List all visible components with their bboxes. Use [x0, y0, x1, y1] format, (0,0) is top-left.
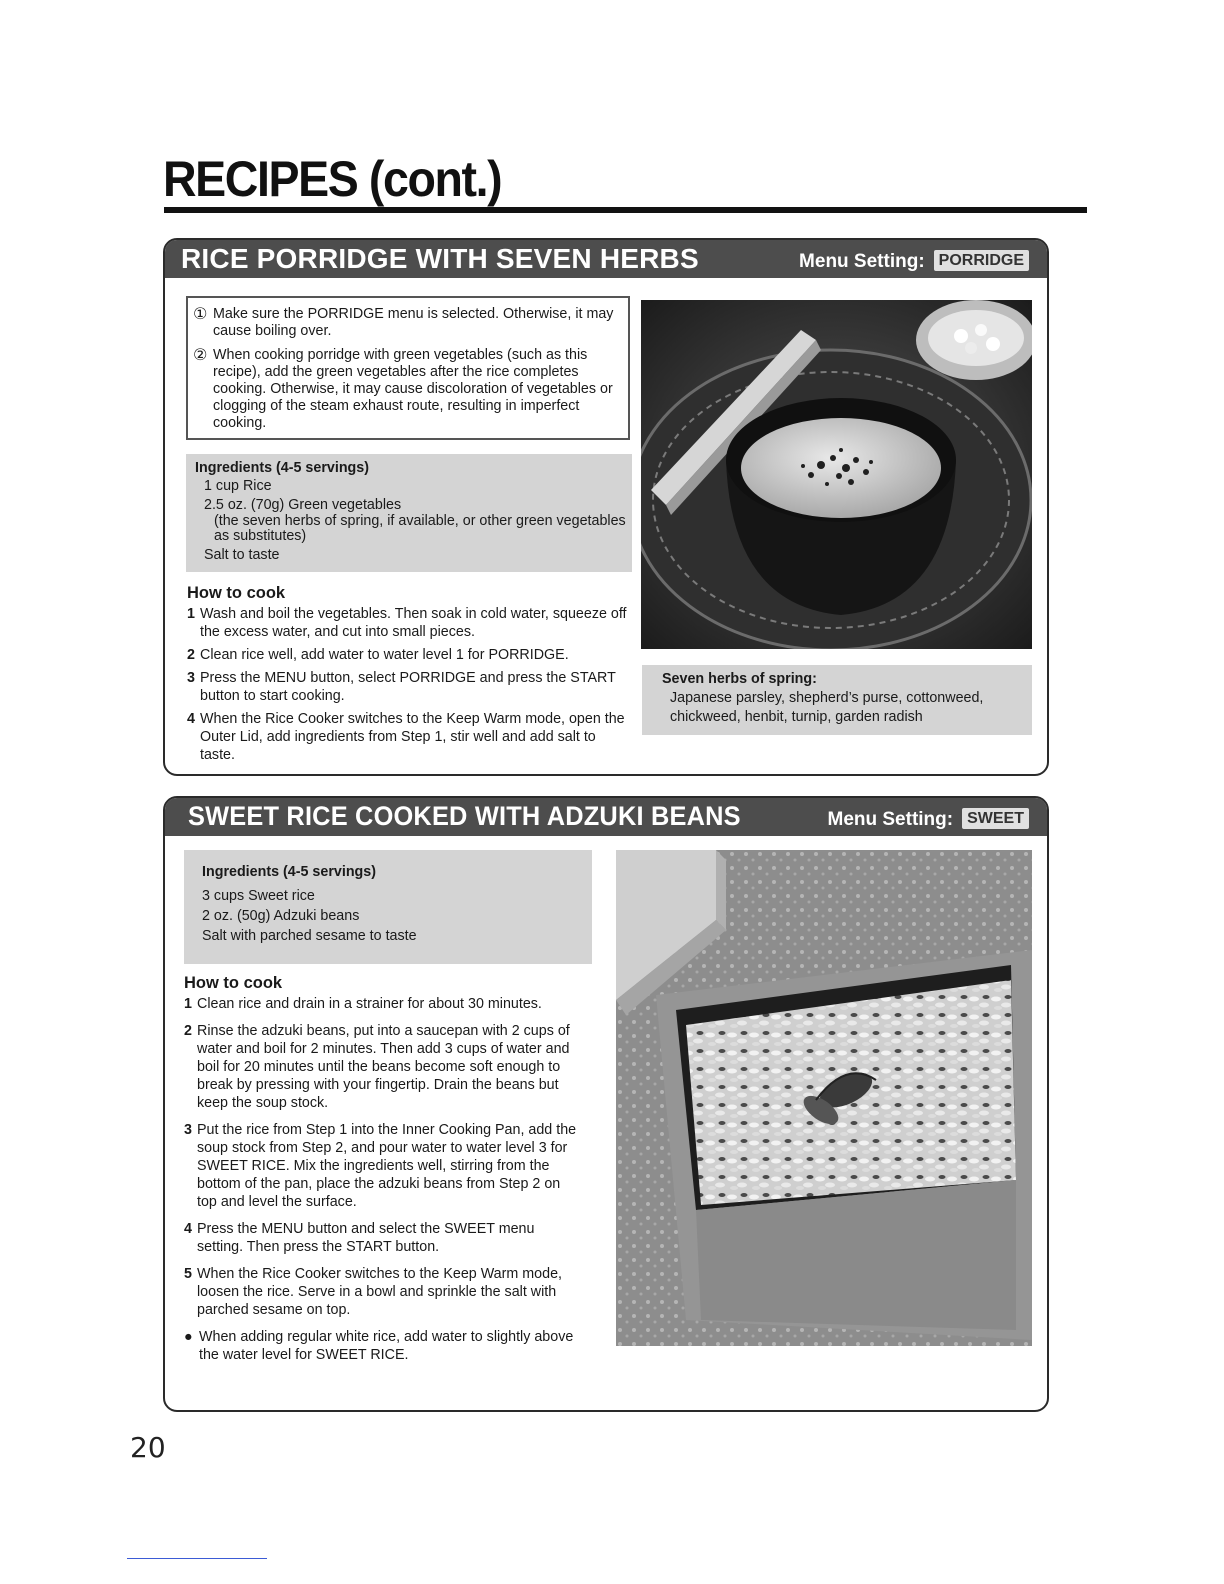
seven-herbs-box [642, 665, 1032, 735]
note-text: Make sure the PORRIDGE menu is selected. Otherwise, it may cause boiling over. [213, 306, 614, 339]
step-number: 3 [187, 670, 195, 686]
step-number: 4 [184, 1221, 192, 1237]
bullet-icon: ● [184, 1329, 193, 1345]
ingredient-item [204, 497, 632, 514]
ingredients-list [195, 478, 632, 564]
step-item [187, 605, 627, 641]
ingredient-item: 3 cups Sweet rice [202, 888, 315, 904]
ingredient-item: 2 oz. (50g) Adzuki beans [202, 908, 360, 924]
note-number: ① [193, 306, 208, 323]
step-text: Wash and boil the vegetables. Then soak in cold water, squeeze off the excess water, and cut into small pieces. [200, 606, 627, 640]
step-number: 4 [187, 711, 195, 727]
how-to-cook-title: How to cook [187, 584, 286, 602]
how-to-cook-title: How to cook [184, 974, 283, 992]
page-title: RECIPES (cont.) [163, 151, 502, 207]
seven-herbs-title: Seven herbs of spring: [662, 671, 817, 687]
step-text: Put the rice from Step 1 into the Inner Cooking Pan, add the soup stock from Step 2, and pour water to water level 3 for SWEET RICE. Mix the ingredients well, stirring from the bottom of the pan, place the adzuki beans from Step 2 on top and level the surface. [197, 1122, 577, 1210]
recipe-sweet-rice [163, 796, 1049, 1412]
step-number: 2 [187, 647, 195, 663]
step-item [184, 995, 582, 1013]
step-number: 1 [184, 996, 192, 1012]
note-text: When cooking porridge with green vegetables (such as this recipe), add the green vegetables after the rice completes cooking. Otherwise, it may cause discoloration of vegetables or clogging of the steam exhaust route, resulting in imperfect cooking. [213, 347, 613, 431]
step-text: Press the MENU button, select PORRIDGE and press the START button to start cooking. [200, 670, 616, 704]
porridge-photo [641, 300, 1032, 649]
ingredient-item: Salt to taste [204, 547, 280, 563]
sweet-rice-photo [616, 850, 1032, 1346]
step-item [184, 1265, 582, 1319]
sweet-rice-photo-illustration [616, 850, 1032, 1346]
porridge-photo-illustration [641, 300, 1032, 649]
menu-setting-label: Menu Setting: [799, 251, 925, 272]
ingredients-box [186, 454, 632, 572]
menu-setting [799, 248, 1029, 273]
recipe-header [165, 798, 1047, 836]
menu-setting-label: Menu Setting: [827, 809, 954, 830]
ingredient-item: Salt with parched sesame to taste [202, 928, 417, 944]
note-number: ② [193, 347, 208, 364]
menu-setting [828, 806, 1030, 831]
caution-notes [186, 296, 630, 440]
recipe-porridge [163, 238, 1049, 776]
seven-herbs-text: Japanese parsley, shepherd’s purse, cottonweed, chickweed, henbit, turnip, garden radish [670, 690, 984, 725]
step-text: When the Rice Cooker switches to the Keep Warm mode, open the Outer Lid, add ingredients from Step 1, stir well and add salt to taste. [200, 711, 625, 763]
step-item [184, 1121, 582, 1211]
step-item [187, 646, 627, 664]
how-to-cook [187, 584, 627, 769]
step-item [187, 710, 627, 764]
step-number: 2 [184, 1023, 192, 1039]
step-text: Press the MENU button and select the SWEET menu setting. Then press the START button. [197, 1221, 535, 1255]
step-number: 1 [187, 606, 195, 622]
note-text: When adding regular white rice, add water to slightly above the water level for SWEET RICE. [199, 1329, 574, 1363]
ingredients-title: Ingredients (4-5 servings) [195, 460, 369, 476]
recipe-title: RICE PORRIDGE WITH SEVEN HERBS [181, 243, 699, 274]
how-to-cook [184, 974, 582, 1373]
step-text: Clean rice and drain in a strainer for about 30 minutes. [197, 996, 542, 1012]
step-item [184, 1022, 582, 1112]
footer-line [127, 1558, 267, 1559]
step-text: Rinse the adzuki beans, put into a saucepan with 2 cups of water and boil for 2 minutes. Then add 3 cups of water and boil for 20 minutes until the beans become soft enough to break by pressing with your fingertip. Drain the beans but keep the soup stock. [197, 1023, 570, 1111]
menu-setting-badge: PORRIDGE [934, 250, 1029, 271]
note-item [193, 347, 618, 432]
ingredient-item: 1 cup Rice [204, 478, 272, 494]
recipe-title: SWEET RICE COOKED WITH ADZUKI BEANS [188, 801, 741, 831]
note-item [193, 306, 618, 340]
ingredients-box [184, 850, 592, 964]
step-number: 5 [184, 1266, 192, 1282]
step-number: 3 [184, 1122, 192, 1138]
ingredients-list [202, 888, 592, 945]
note-item [184, 1328, 582, 1364]
title-rule [164, 207, 1087, 213]
step-text: When the Rice Cooker switches to the Keep Warm mode, loosen the rice. Serve in a bowl and sprinkle the salt with parched sesame on top. [197, 1266, 562, 1318]
step-text: Clean rice well, add water to water level 1 for PORRIDGE. [200, 647, 569, 663]
page-number: 20 [130, 1431, 166, 1464]
ingredient-item: (the seven herbs of spring, if available, or other green vegetables as substitutes) [214, 513, 626, 544]
menu-setting-badge: SWEET [962, 808, 1029, 829]
step-item [187, 669, 627, 705]
ingredients-title: Ingredients (4-5 servings) [202, 864, 376, 880]
ingredient-text: 2.5 oz. (70g) Green vegetables [204, 497, 402, 513]
step-item [184, 1220, 582, 1256]
recipe-header [165, 240, 1047, 278]
